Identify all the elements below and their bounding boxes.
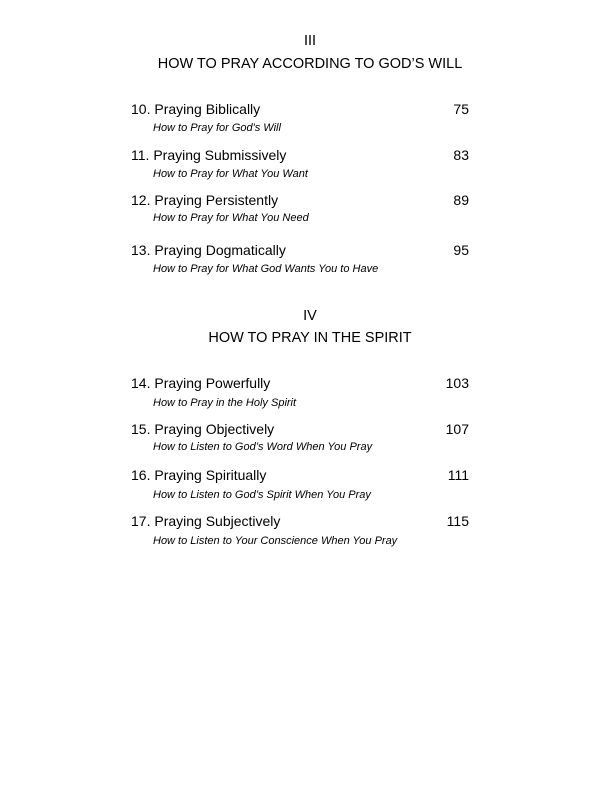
page-number: 83 (453, 147, 469, 163)
page-number: 95 (453, 242, 469, 258)
part-numeral: III (303, 33, 317, 49)
chapter-title: 17. Praying Subjectively (131, 513, 281, 529)
chapter-subtitle: How to Pray for What God Wants You to Have (153, 263, 379, 275)
page-number: 115 (446, 513, 469, 529)
page-number: 89 (453, 192, 469, 208)
page-number: 75 (453, 101, 469, 117)
page-number: 111 (447, 467, 469, 483)
chapter-title: 12. Praying Persistently (131, 192, 279, 208)
chapter-subtitle: How to Pray for God's Will (153, 122, 281, 134)
part-title: HOW TO PRAY IN THE SPIRIT (208, 330, 412, 346)
chapter-subtitle: How to Listen to God’s Spirit When You Pray (153, 489, 371, 501)
chapter-subtitle: How to Listen to God’s Word When You Pray (153, 441, 373, 453)
chapter-subtitle: How to Pray for What You Need (153, 212, 309, 224)
chapter-title: 15. Praying Objectively (131, 421, 275, 437)
chapter-title: 14. Praying Powerfully (131, 375, 271, 391)
page-number: 103 (445, 375, 469, 391)
chapter-subtitle: How to Pray in the Holy Spirit (153, 397, 297, 409)
part-numeral: IV (303, 308, 317, 324)
chapter-title: 16. Praying Spiritually (131, 467, 267, 483)
chapter-title: 13. Praying Dogmatically (131, 242, 286, 258)
chapter-subtitle: How to Listen to Your Conscience When You Pray (153, 535, 398, 547)
page-number: 107 (445, 421, 469, 437)
chapter-subtitle: How to Pray for What You Want (153, 168, 308, 180)
chapter-title: 11. Praying Submissively (131, 147, 287, 163)
chapter-title: 10. Praying Biblically (131, 101, 261, 117)
part-title: HOW TO PRAY ACCORDING TO GOD’S WILL (157, 56, 463, 72)
